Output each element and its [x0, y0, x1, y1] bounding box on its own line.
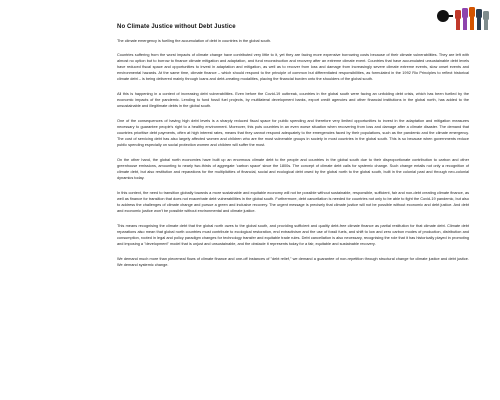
paragraph: This means recognising the climate debt that the global north owes to the global south, and providing sufficient and quality debt-free climate finance as partial restitution for that climate debt. Climate debt reparations also mean that global north countries must contribute to ecological restoration, end extractivism and the use of fossil fuels, and shift to low and zero carbon modes of production, distribution and consumption, rooted in legal and policy paradigm changes for technology transfer and equitable trade rules. Debt cancellation is also necessary, recognising the role that it has historically played in promoting and imposing a "development" model that is unjust and unsustainable, and the obstacle it represents today for a fair, equitable and sustainable recovery.: [117, 224, 469, 247]
header-logos: [437, 7, 497, 33]
paragraph: We demand much more than piecemeal flows of climate finance and one-off instances of "debt relief," we demand a guarantee of non-repetition through structural change for climate justice and debt justice. We demand systemic change.: [117, 257, 469, 268]
network-dot-logo: [437, 10, 449, 22]
page-title: No Climate Justice without Debt Justice: [117, 24, 236, 30]
paragraph: On the other hand, the global north economies have built up an enormous climate debt to the people and countries in the global south due to their disproportionate contribution to carbon and other greenhouse emissions, amounting to nearly two-thirds of aggregate 'carbon space' since the 1800s. The concept of climate debt calls for systemic change. Such change entails not only a recognition of climate debt, but also restitution and reparations for the multiplicities of financial, social and ecological debt owed by the global north to the global south, built in the colonial past and through neo-colonial dynamics today.: [117, 158, 469, 181]
paragraph: One of the consequences of having high debt levels is a sharply reduced fiscal space for public spending and therefore very limited opportunities to invest in the adaptation and mitigation measures necessary to guarantee people's right to a healthy environment. Moreover, this puts countries in an even worse situation when recovering from loss and damage after a climate disaster. The demand that countries prioritise debt payments, often at high interest rates, means that they cannot respond adequately to the emergencies faced by their populations, such as the pandemic and the climate emergency. The cost of servicing debt has also largely affected women and children who are the most vulnerable groups in society in most countries in the global south. This is so because when governments reduce public spending especially on social protection women and children will suffer the most.: [117, 119, 469, 148]
document-body: [117, 38, 469, 277]
raised-fists-logo: [454, 7, 492, 31]
paragraph: All this is happening in a context of increasing debt vulnerabilities. Even before the Covid-19 outbreak, countries in the global south were facing an unfolding debt crisis, which has been fuelled by the economic impacts of the pandemic. Lending to fund fossil fuel projects, by multilateral development banks, export credit agencies and other financial institutions in the global north, has added to the unsustainable and illegitimate debts in the global south.: [117, 92, 469, 109]
paragraph-intro: The climate emergency is fuelling the accumulation of debt in countries in the global south.: [117, 39, 272, 43]
paragraph: Countries suffering from the worst impacts of climate change have contributed very little to it, yet they are facing more expensive borrowing costs because of their climate vulnerabilities. They are left with almost no option but to borrow to finance climate mitigation and adaptation, and fund reconstruction and recovery after an extreme climate event. Countries that have accumulated unsustainable debt levels have reduced fiscal space and opportunities to invest in adaptation and mitigation, as well as to recover from loss and damage from increasingly severe climate extreme events, slow onset events and environmental hazards. At the same time, climate finance – which should respond to the principle of common but differentiated responsibilities, as formulated in the 1992 Rio Principles to reflect historical climate debt – is being delivered mainly through loans and debt-creating modalities, placing the financial burden onto the shoulders of the global south.: [117, 53, 469, 82]
paragraph: In this context, the need to transition globally towards a more sustainable and equitable economy will not be possible without sustainable, responsible, sufficient, fair and non-debt creating climate finance, as well as finance for transition that does not exacerbate debt vulnerabilities in the global south. Furthermore, debt cancellation is needed for countries not only to be able to fight the Covid-19 pandemic, but also to address the challenges of climate change and pursue a green and inclusive recovery. The urgent message is precisely that climate justice will not be possible without economic and debt justice. And debt and economic justice won't be possible without environmental and climate justice.: [117, 191, 469, 214]
